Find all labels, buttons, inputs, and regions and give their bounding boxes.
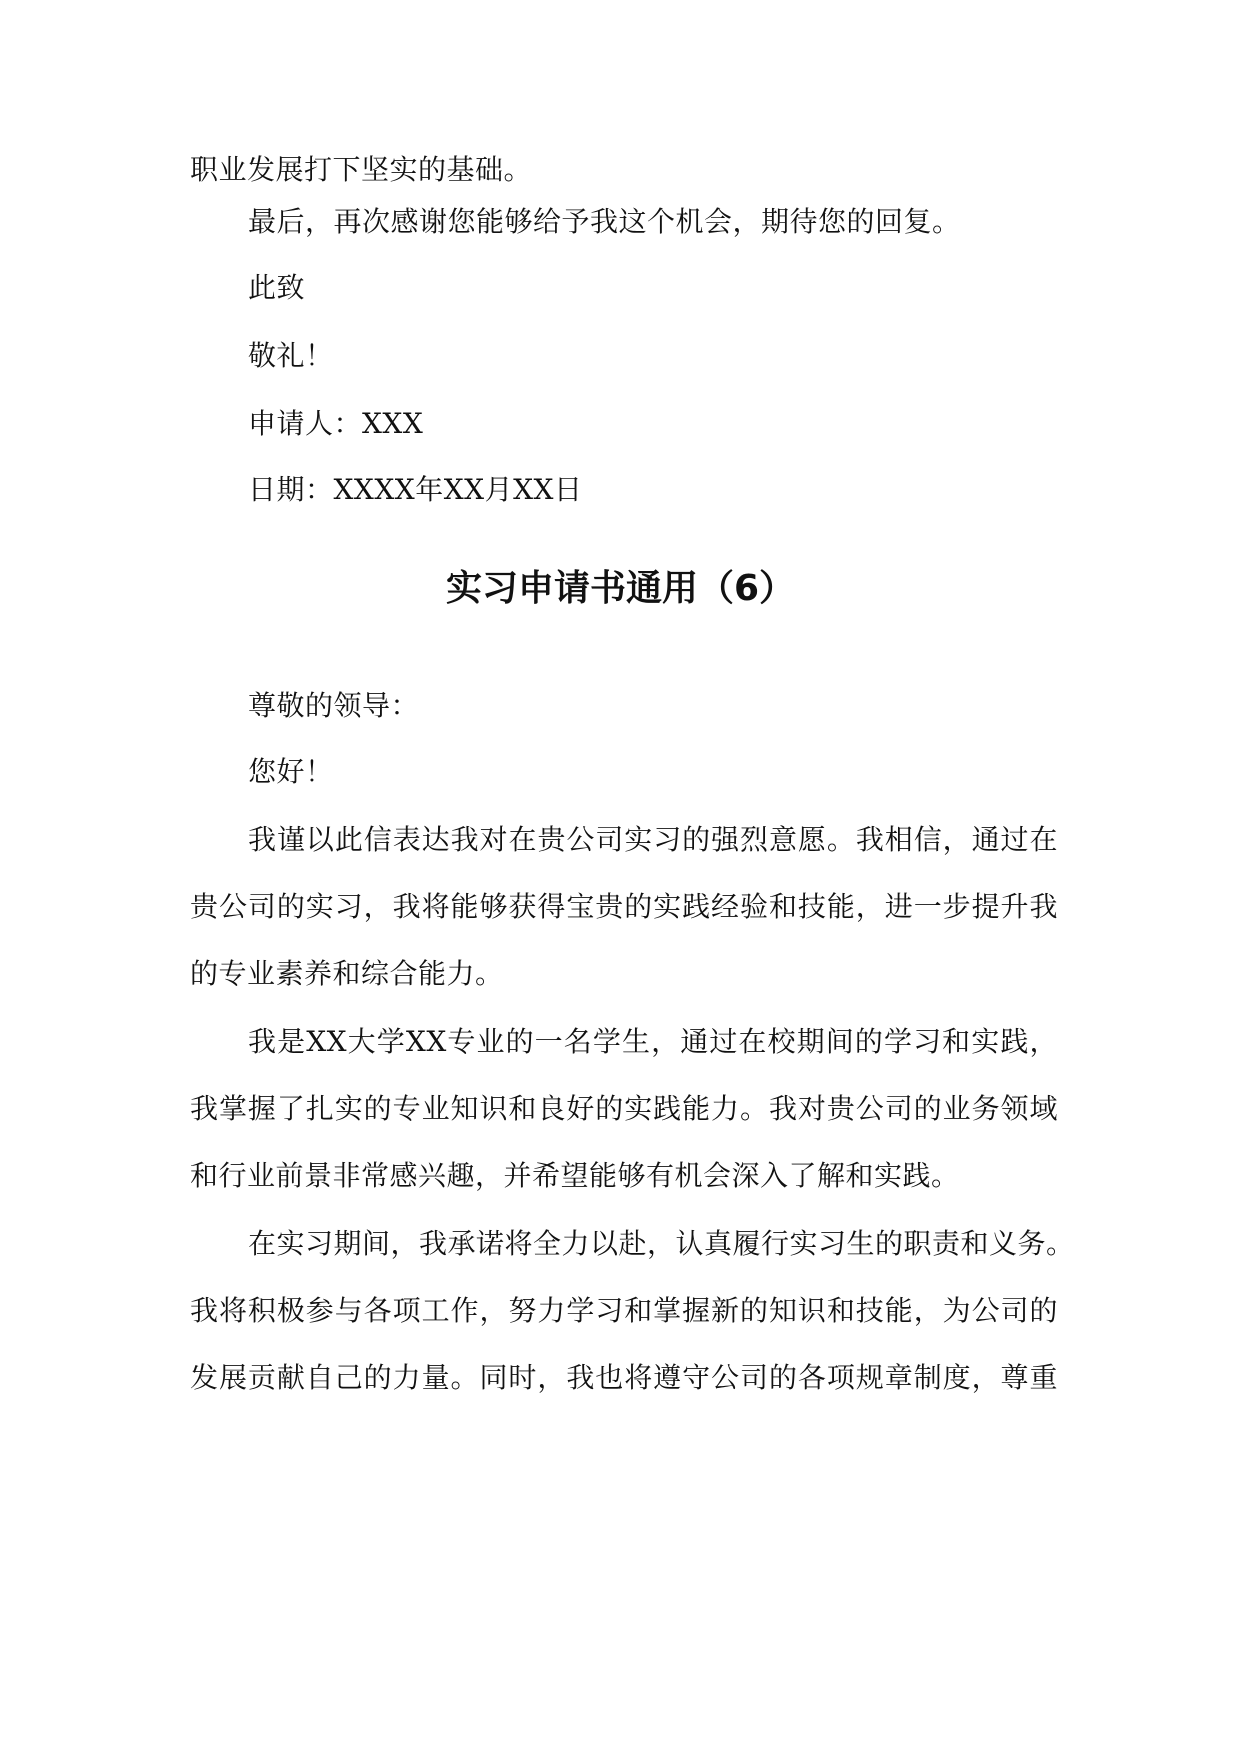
section-title: 实习申请书通用（6）	[445, 568, 796, 609]
paragraph-line: 的专业素养和综合能力。	[190, 957, 504, 990]
closing-thanks-line: 最后，再次感谢您能够给予我这个机会，期待您的回复。	[248, 205, 961, 238]
salutation-jingli: 敬礼！	[248, 339, 334, 372]
greeting-hello: 您好！	[248, 755, 334, 788]
paragraph-line: 贵公司的实习，我将能够获得宝贵的实践经验和技能，进一步提升我	[190, 890, 1058, 923]
paragraph-line: 和行业前景非常感兴趣，并希望能够有机会深入了解和实践。	[190, 1159, 960, 1192]
paragraph-line: 发展贡献自己的力量。同时，我也将遵守公司的各项规章制度，尊重	[190, 1361, 1058, 1394]
paragraph-line: 我掌握了扎实的专业知识和良好的实践能力。我对贵公司的业务领域	[190, 1092, 1058, 1125]
date-line: 日期：XXXX年XX月XX日	[248, 473, 583, 506]
greeting-line: 尊敬的领导：	[248, 689, 420, 722]
paragraph-line: 我是XX大学XX专业的一名学生，通过在校期间的学习和实践，	[248, 1025, 1058, 1058]
paragraph-line: 职业发展打下坚实的基础。	[190, 153, 533, 186]
salutation-cizhi: 此致	[248, 271, 306, 304]
applicant-line: 申请人：XXX	[248, 407, 424, 440]
paragraph-line: 在实习期间，我承诺将全力以赴，认真履行实习生的职责和义务。	[248, 1227, 1075, 1260]
paragraph-line: 我谨以此信表达我对在贵公司实习的强烈意愿。我相信，通过在	[248, 823, 1058, 856]
paragraph-line: 我将积极参与各项工作，努力学习和掌握新的知识和技能，为公司的	[190, 1294, 1058, 1327]
